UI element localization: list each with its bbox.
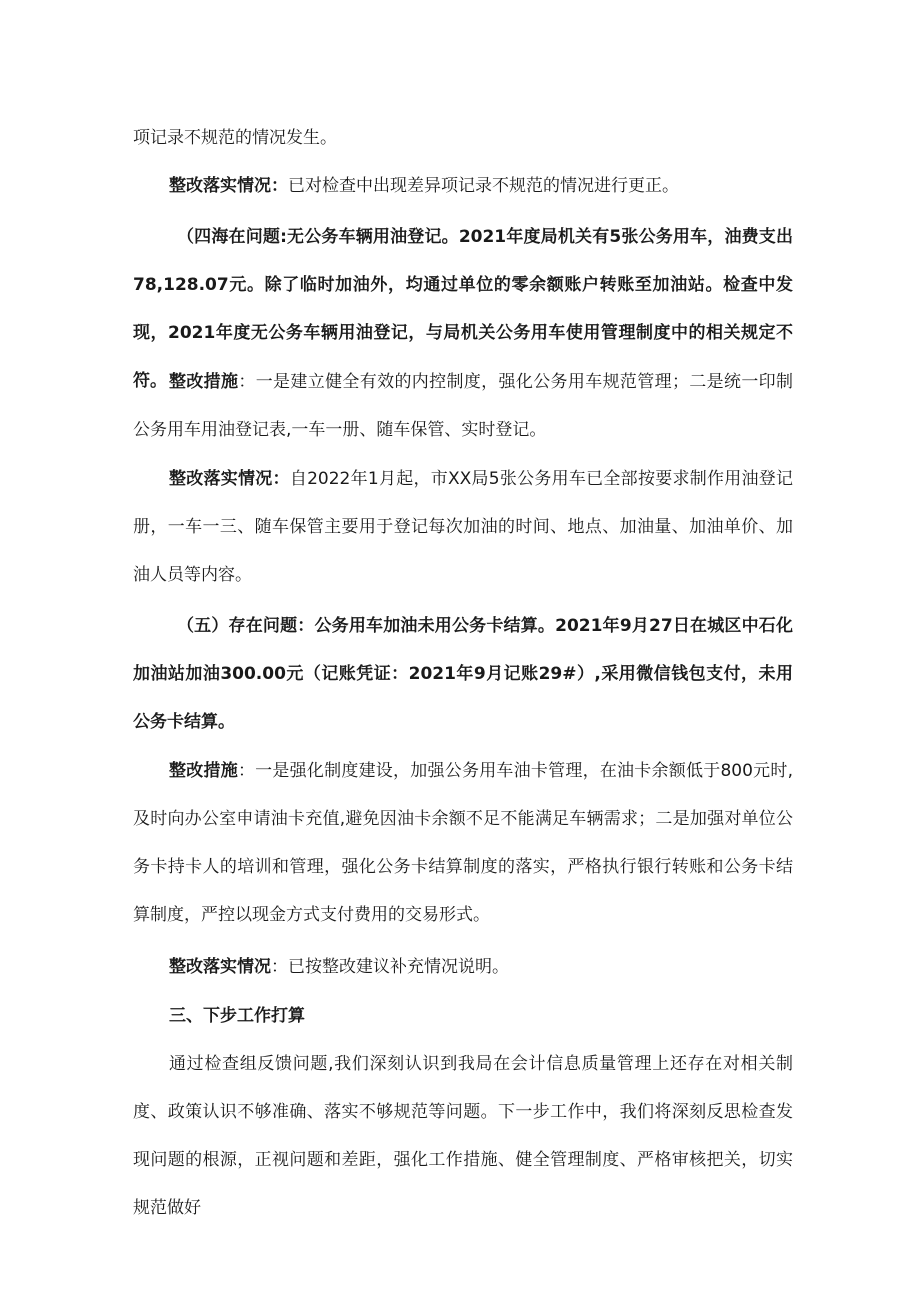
paragraph-text: ：已按整改建议补充情况说明。 (271, 957, 509, 977)
paragraph-label: 整改措施 (169, 372, 239, 392)
paragraph-text: 自2022年1月起，市XX局5张公务用车已全部按要求制作用油登记册，一车一三、随车保管主要用于登记每次加油的时间、地点、加油量、加油单价、加油人员等内容。 (133, 469, 794, 585)
paragraph-text: 已对检查中出现差异项记录不规范的情况进行更正。 (288, 176, 679, 196)
section-heading: 三、下步工作打算 (169, 1006, 305, 1026)
paragraph-rectification-status-1 (133, 162, 793, 210)
paragraph-text: 项记录不规范的情况发生。 (133, 128, 337, 148)
paragraph-rectification-status-3 (133, 943, 793, 991)
paragraph-text: （四海在问题:无公务车辆用油登记。2021年度局机关有5张公务用车，油费支出78,128.07元。除了临时加油外，均通过单位的零余额账户转账至加油站。检查中发现，2021年度无公务车辆用油登记，与局机关公务用车使用管理制度中的相关规定不符。 (133, 227, 793, 391)
paragraph-label: 整改落实情况： (169, 469, 290, 489)
paragraph-label: 整改落实情况 (169, 957, 271, 977)
paragraph-label: 整改落实情况： (169, 176, 288, 196)
paragraph-text: ：一是强化制度建设，加强公务用车油卡管理，在油卡余额低于800元时,及时向办公室申请油卡充值,避免因油卡余额不足不能满足车辆需求；二是加强对单位公务卡持卡人的培训和管理，强化公务卡结算制度的落实，严格执行银行转账和公务卡结算制度，严控以现金方式支付费用的交易形式。 (133, 761, 793, 925)
paragraph-next-steps (133, 1040, 793, 1232)
paragraph-text: （五）存在问题：公务用车加油未用公务卡结算。2021年9月27日在城区中石化加油站加油300.00元（记账凭证：2021年9月记账29#）,采用微信钱包支付，未用公务卡结算。 (133, 616, 793, 732)
section-three-heading (133, 992, 793, 1040)
paragraph-measures-2 (133, 747, 793, 939)
paragraph-continuation (133, 114, 793, 162)
issue-five-heading (133, 602, 793, 746)
paragraph-text: 通过检查组反馈问题,我们深刻认识到我局在会计信息质量管理上还存在对相关制度、政策认识不够准确、落实不够规范等问题。下一步工作中，我们将深刻反思检查发现问题的根源，正视问题和差距，强化工作措施、健全管理制度、严格审核把关，切实规范做好 (133, 1054, 793, 1218)
paragraph-measures-1 (133, 358, 793, 454)
paragraph-rectification-status-2 (133, 455, 793, 599)
paragraph-label: 整改措施 (169, 761, 238, 781)
paragraph-text: ：一是建立健全有效的内控制度，强化公务用车规范管理；二是统一印制公务用车用油登记表,一车一册、随车保管、实时登记。 (133, 372, 794, 440)
